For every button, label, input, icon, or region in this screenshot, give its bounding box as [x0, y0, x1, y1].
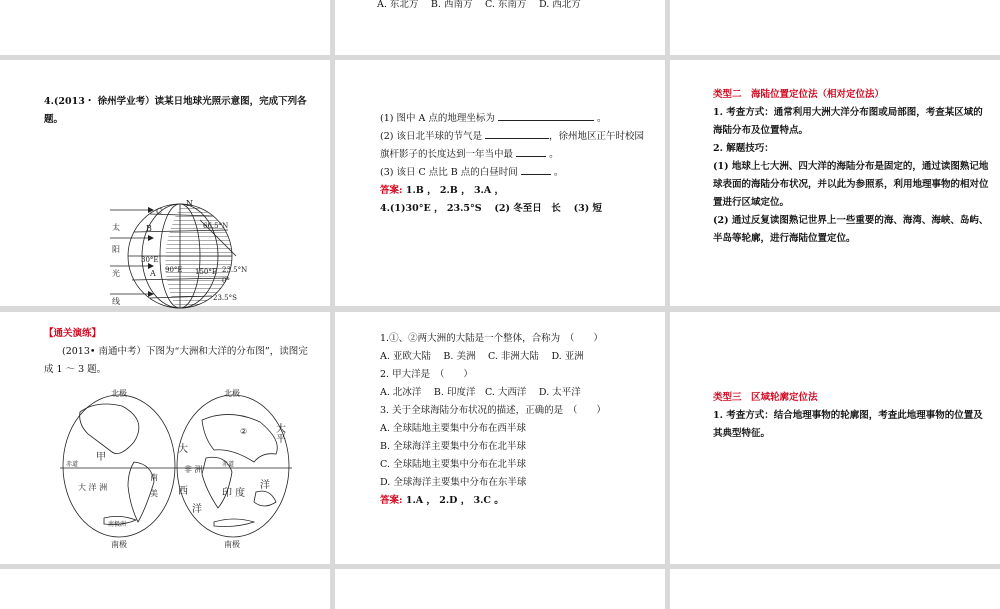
type2-p4: (2) 通过反复读图熟记世界上一些重要的海、海湾、海峡、岛屿、半岛等轮廓，进行海陆位置定位。 [713, 215, 989, 244]
q2-options: A. 北冰洋 B. 印度洋 C. 大西洋 D. 太平洋 [380, 387, 581, 398]
point-label: B [146, 224, 152, 233]
australia [254, 491, 276, 506]
lat-label: 23.5°S [213, 294, 237, 302]
lon-label: 90°E [165, 266, 183, 274]
q1-options: A. 亚欧大陆 B. 美洲 C. 非洲大陆 D. 亚洲 [380, 351, 584, 362]
q4-stem: 4.(2013・ 徐州学业考）读某日地球光照示意图，完成下列各题。 [44, 96, 307, 125]
map-label: 大 [178, 444, 188, 455]
map-label: 西 [178, 486, 188, 497]
antarctica-east [214, 519, 254, 527]
map-label: 南 [150, 473, 158, 482]
sun-char: 线 [112, 297, 120, 306]
slide-top-middle [335, 0, 665, 55]
equator-label: 赤道 [66, 461, 79, 468]
slide-drill [0, 312, 330, 564]
sun-char: 太 [112, 223, 120, 232]
north-pole-label: 北极 [224, 389, 240, 398]
lon-label: 150°E [195, 268, 217, 276]
q4-sub-1: (1) 图中 A 点的地理坐标为 。 [380, 110, 650, 128]
slide-question-4-subs [335, 60, 665, 306]
q4-sub-2: (2) 该日北半球的节气是 ，徐州地区正午时校园 [380, 128, 650, 146]
point-label: N [186, 199, 193, 208]
map-label: 南极洲 [108, 521, 127, 528]
continents-oceans-map [0, 312, 330, 564]
q4-sub-3: (3) 该日 C 点比 B 点的白昼时间 。 [380, 164, 650, 182]
slide-mcq [335, 312, 665, 564]
mcq-answers: 答案: 1.A ， 2.D ， 3.C 。 [380, 495, 504, 506]
slide-type-2 [670, 60, 1000, 306]
q1: 1.①、②两大洲的大陆是一个整体，合称为 （ ） [380, 333, 603, 344]
type3-title: 类型三 区域轮廓定位法 [713, 392, 818, 403]
map-label: 洋 [260, 480, 270, 491]
earth-illumination-diagram [0, 60, 330, 306]
sun-char: 光 [112, 269, 120, 278]
drill-stem: (2013• 南通中考）下图为“大洲和大洋的分布图”，读图完成 1 ～ 3 题。 [44, 346, 308, 375]
map-label: 美 [150, 489, 158, 498]
north-pole-label: 北极 [111, 389, 127, 398]
q3: 3. 关于全球海陆分布状况的描述，正确的是 （ ） [380, 405, 606, 416]
lat-label: 23.5°N [222, 266, 248, 274]
answers: 答案: 1.B ， 2.B ， 3.A ， [380, 185, 505, 196]
type2-p1: 1. 考查方式：通常利用大洲大洋分布图或局部图，考查某区域的海陆分布及位置特点。 [713, 107, 983, 136]
sun-char: 阳 [112, 245, 120, 254]
slide-bottom-right [670, 569, 1000, 609]
north-america [80, 404, 139, 454]
map-label: 洋 [192, 504, 202, 515]
map-label: 印 度 [222, 488, 246, 499]
type3-p1: 1. 考查方式：结合地理事物的轮廓图，考查此地理事物的位置及其典型特征。 [713, 410, 983, 439]
lat-label: 66.5°N [203, 222, 229, 230]
equator-label: 赤道 [222, 461, 235, 468]
q3-option-a: A. 全球陆地主要集中分布在西半球 [380, 423, 526, 434]
point-label: C [156, 207, 163, 216]
map-label: 平 [276, 434, 286, 445]
slide-bottom-middle [335, 569, 665, 609]
answers-4: 4.(1)30°E ， 23.5°S (2) 冬至日 长 (3) 短 [380, 203, 603, 214]
slide-type-3 [670, 312, 1000, 564]
map-label: 大 洋 洲 [78, 483, 108, 492]
q3-option-b: B. 全球海洋主要集中分布在北半球 [380, 441, 527, 452]
map-label: 甲 [96, 452, 106, 463]
type2-p2: 2. 解题技巧： [713, 143, 774, 154]
lon-label: 30°E [141, 256, 159, 264]
q3-option-c: C. 全球陆地主要集中分布在北半球 [380, 459, 526, 470]
point-label: A [150, 269, 156, 278]
q4-sub-2-cont: 旗杆影子的长度达到一年当中最 。 [380, 146, 650, 164]
map-label: 大 [276, 424, 286, 435]
slide-bottom-left [0, 569, 330, 609]
drill-tag: 【通关演练】 [44, 328, 102, 339]
type2-title: 类型二 海陆位置定位法（相对定位法） [713, 89, 885, 100]
type2-p3: (1) 地球上七大洲、四大洋的海陆分布是固定的，通过读图熟记地球表面的海陆分布状况，并以此为参照系，利用地理事物的相对位置进行区域定位。 [713, 161, 989, 208]
south-pole-label: 南极 [224, 540, 240, 549]
slide-question-4 [0, 60, 330, 306]
slide-top-right [670, 0, 1000, 55]
q3-option-d: D. 全球海洋主要集中分布在东半球 [380, 477, 527, 488]
slide-top-left [0, 0, 330, 55]
q2: 2. 甲大洋是 （ ） [380, 369, 473, 380]
lat-label: 0° [222, 277, 230, 285]
top-options: A. 东北方 B. 西南方 C. 东南方 D. 西北方 [377, 0, 581, 10]
eurasia [202, 414, 277, 462]
map-label: 非 洲 [184, 465, 203, 474]
south-pole-label: 南极 [111, 540, 127, 549]
map-label: ② [240, 427, 248, 436]
